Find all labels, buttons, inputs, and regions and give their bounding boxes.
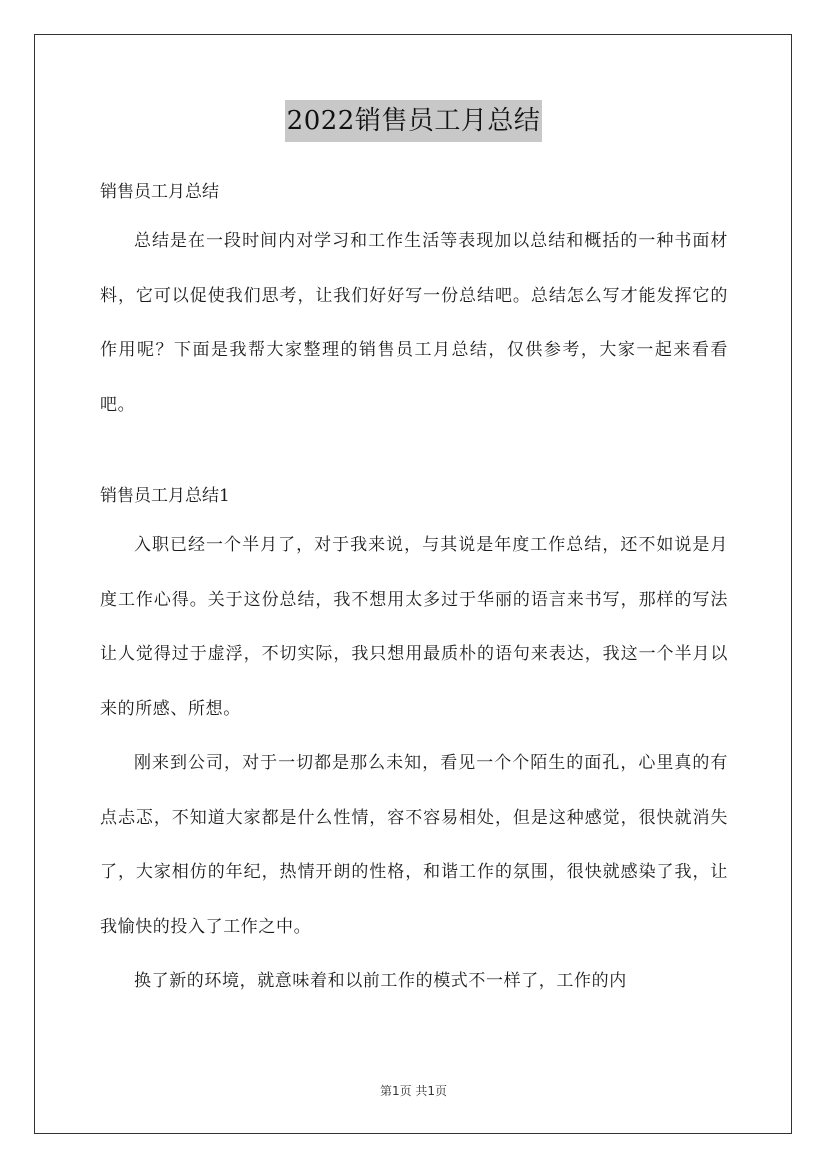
intro-heading: 销售员工月总结	[100, 182, 219, 202]
document-title: 2022销售员工月总结	[285, 100, 543, 142]
page-footer	[0, 1082, 827, 1099]
intro-paragraph: 总结是在一段时间内对学习和工作生活等表现加以总结和概括的一种书面材料，它可以促使我们思考，让我们好好写一份总结吧。总结怎么写才能发挥它的作用呢？下面是我帮大家整理的销售员工月总结，仅供参考，大家一起来看看吧。	[100, 231, 728, 415]
section-spacer	[100, 432, 728, 474]
section1-paragraph: 入职已经一个半月了，对于我来说，与其说是年度工作总结，还不如说是月度工作心得。关于这份总结，我不想用太多过于华丽的语言来书写，那样的写法让人觉得过于虚浮，不切实际，我只想用最质朴的语句来表达，我这一个半月以来的所感、所想。	[100, 535, 728, 719]
page-number: 第1页 共1页	[379, 1084, 448, 1098]
document-body	[100, 170, 728, 1009]
section1-heading: 销售员工月总结1	[100, 486, 230, 506]
section1-paragraph: 刚来到公司，对于一切都是那么未知，看见一个个陌生的面孔，心里真的有点忐忑，不知道大家都是什么性情，容不容易相处，但是这种感觉，很快就消失了，大家相仿的年纪，热情开朗的性格，和谐工作的氛围，很快就感染了我，让我愉快的投入了工作之中。	[100, 753, 728, 937]
title-container	[0, 100, 827, 142]
section1-paragraph: 换了新的环境，就意味着和以前工作的模式不一样了，工作的内	[134, 971, 627, 991]
